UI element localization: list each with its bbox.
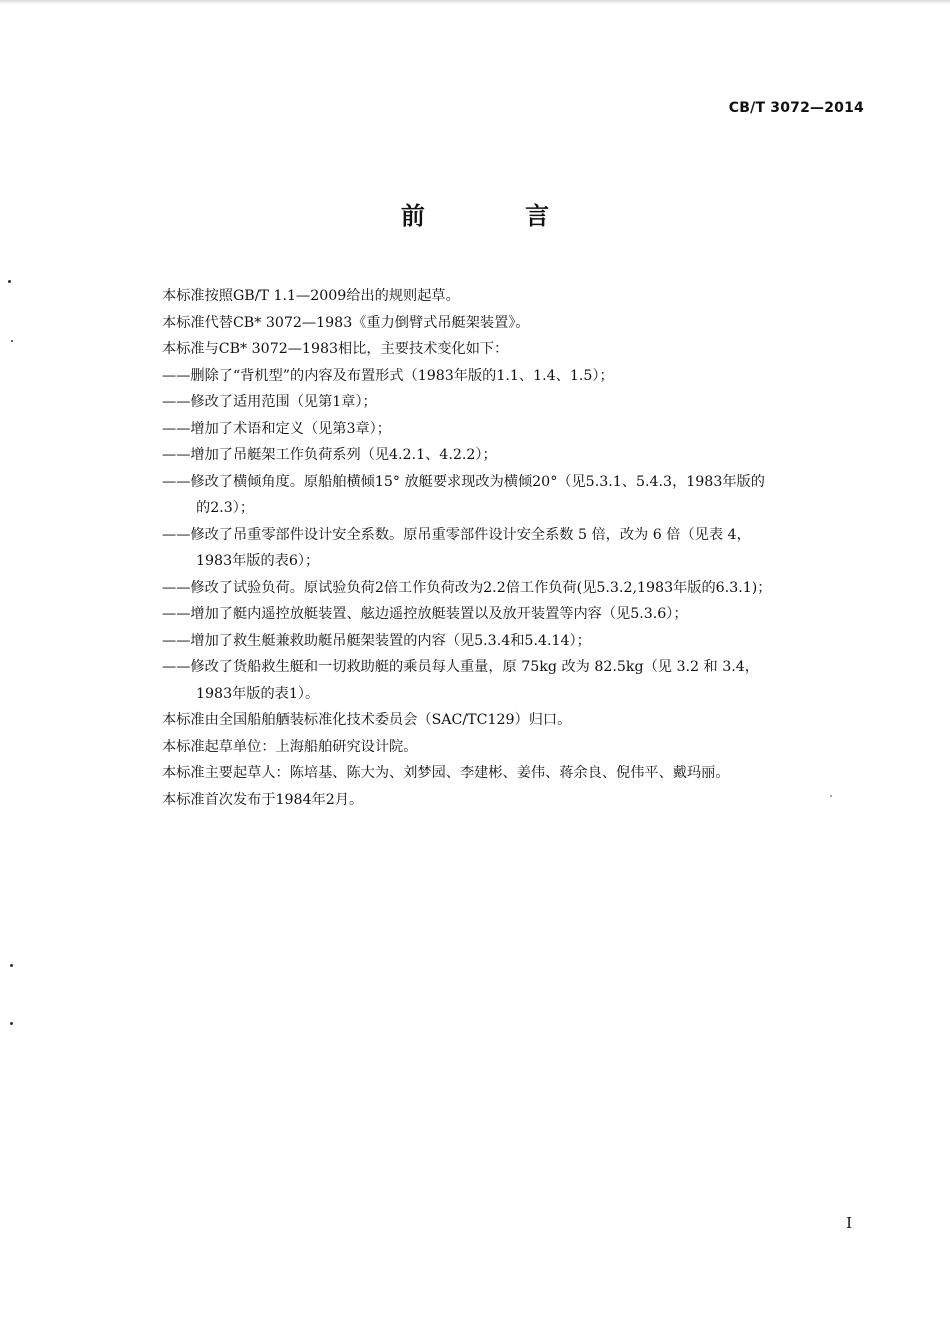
list-item-text: ——修改了试验负荷。原试验负荷2倍工作负荷改为2.2倍工作负荷(见5.3.2,1983年版的6.3.1)； xyxy=(162,579,772,596)
list-item-text: ——增加了救生艇兼救助艇吊艇架装置的内容（见5.3.4和5.4.14）； xyxy=(162,632,591,649)
list-item-text: ——增加了术语和定义（见第3章）； xyxy=(162,420,391,437)
list-item-continuation: 1983年版的表6）； xyxy=(196,553,320,569)
paragraph-centralized-by: 本标准由全国船舶舾装标准化技术委员会（SAC/TC129）归口。 xyxy=(162,712,572,728)
scan-speck xyxy=(10,964,13,967)
list-item xyxy=(162,522,868,575)
list-item-continuation: 1983年版的表1）。 xyxy=(196,685,320,702)
foreword-body xyxy=(162,283,868,813)
list-item xyxy=(162,575,868,602)
list-item-text: ——修改了吊重零部件设计安全系数。原吊重零部件设计安全系数 5 倍，改为 6 倍（见表 4， xyxy=(162,526,751,543)
list-item-text: ——增加了吊艇架工作负荷系列（见4.2.1、4.2.2）； xyxy=(162,447,497,463)
scan-speck xyxy=(830,795,832,797)
list-item-continuation: 的2.3）； xyxy=(196,500,255,516)
list-item xyxy=(162,628,868,655)
paragraph-drafters: 本标准主要起草人：陈培基、陈大为、刘梦园、李建彬、姜伟、蒋余良、倪伟平、戴玛丽。 xyxy=(162,765,730,781)
paragraph-drafting-rules: 本标准按照GB/T 1.1—2009给出的规则起草。 xyxy=(162,288,460,304)
paragraph-first-issued: 本标准首次发布于1984年2月。 xyxy=(162,791,364,808)
list-item-text: ——修改了适用范围（见第1章）； xyxy=(162,394,377,410)
list-item xyxy=(162,654,868,707)
paragraph-drafting-unit: 本标准起草单位：上海船舶研究设计院。 xyxy=(162,738,418,755)
scan-speck xyxy=(10,1022,13,1025)
page-title: 前 言 xyxy=(400,202,596,230)
list-item-text: ——增加了艇内遥控放艇装置、舷边遥控放艇装置以及放开装置等内容（见5.3.6）； xyxy=(162,606,688,622)
paragraph-replaces: 本标准代替CB* 3072—1983《重力倒臂式吊艇架装置》。 xyxy=(162,314,530,331)
scan-speck xyxy=(11,340,13,342)
list-item-text: ——删除了“背机型”的内容及布置形式（1983年版的1.1、1.4、1.5）； xyxy=(162,367,614,384)
list-item-text: ——修改了横倾角度。原船舶横倾15° 放艇要求现改为横倾20°（见5.3.1、5.4.3，1983年版的 xyxy=(162,473,765,490)
standard-code: CB/T 3072—2014 xyxy=(728,100,864,116)
list-item xyxy=(162,416,868,443)
list-item xyxy=(162,601,868,628)
list-item xyxy=(162,389,868,416)
list-item xyxy=(162,363,868,390)
paragraph-changes-intro: 本标准与CB* 3072—1983相比，主要技术变化如下： xyxy=(162,341,509,357)
list-item xyxy=(162,442,868,469)
list-item-text: ——修改了货船救生艇和一切救助艇的乘员每人重量，原 75kg 改为 82.5kg（见 3.2 和 3.4， xyxy=(162,659,759,675)
list-item xyxy=(162,469,868,522)
scan-speck xyxy=(8,280,11,283)
page-number: I xyxy=(846,1214,852,1232)
scan-edge xyxy=(0,0,950,4)
